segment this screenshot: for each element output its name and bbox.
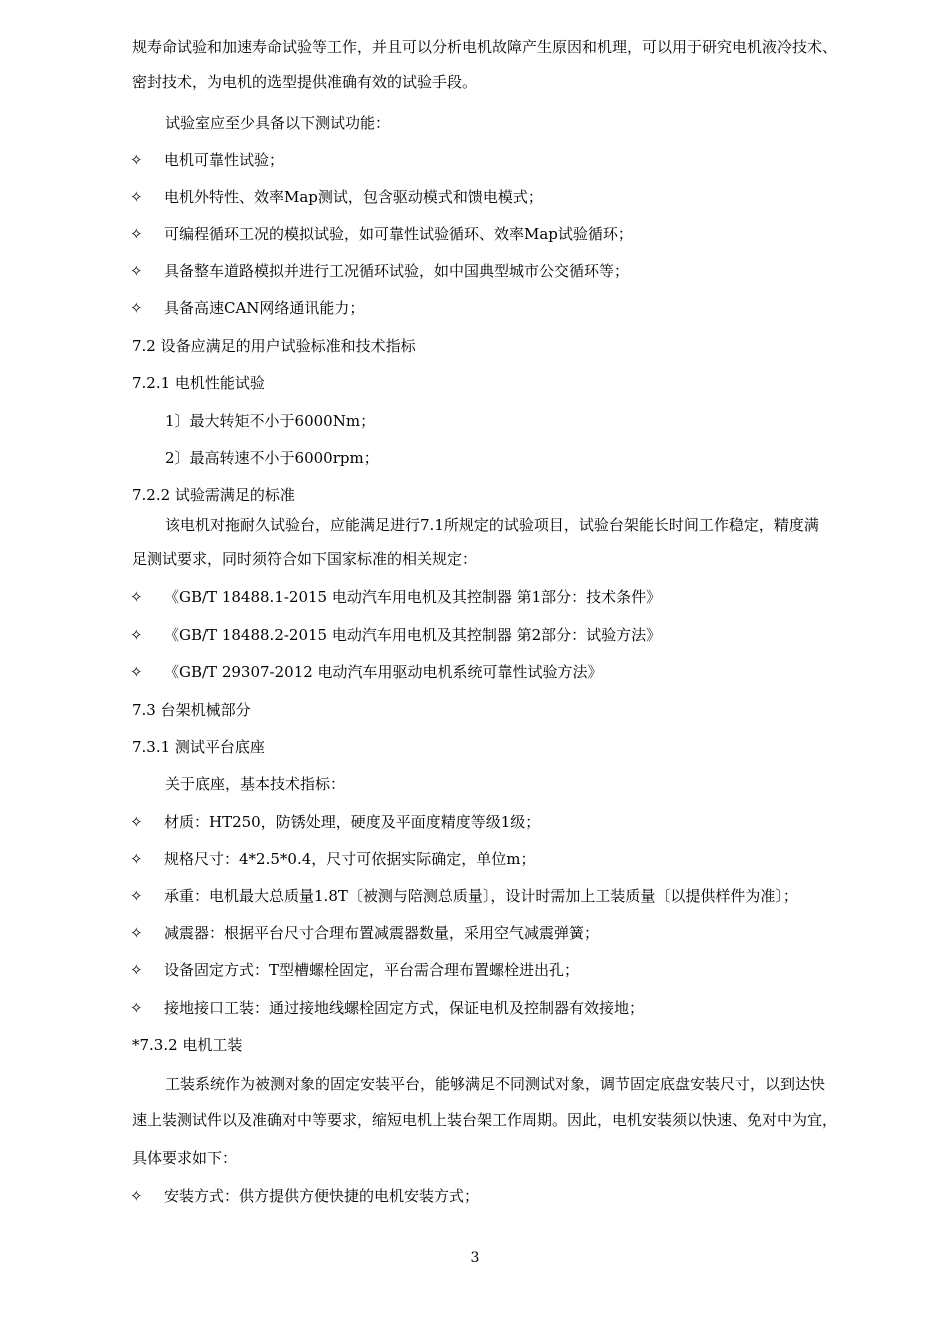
bullet-icon: ✧ <box>130 663 143 681</box>
section-7-3-2-para-line-3: 具体要求如下： <box>132 1149 238 1167</box>
list-item-text: 承重：电机最大总质量1.8T〔被测与陪测总质量〕，设计时需加上工装质量〔以提供样件为准〕； <box>164 887 798 905</box>
bullet-icon: ✧ <box>130 1187 143 1205</box>
section-7-3-2-para-line-1: 工装系统作为被测对象的固定安装平台，能够满足不同测试对象，调节固定底盘安装尺寸，以到达快 <box>165 1075 826 1093</box>
section-7-2-1-heading: 7.2.1 电机性能试验 <box>132 374 265 392</box>
bullet-icon: ✧ <box>130 887 143 905</box>
section-7-2-2-para-line-2: 足测试要求，同时须符合如下国家标准的相关规定： <box>132 550 478 568</box>
section-7-3-2-para-line-2: 速上装测试件以及准确对中等要求，缩短电机上装台架工作周期。因此，电机安装须以快速、免对中为宜， <box>132 1111 838 1129</box>
bullet-icon: ✧ <box>130 299 143 317</box>
bullet-icon: ✧ <box>130 262 143 280</box>
section-7-3-heading: 7.3 台架机械部分 <box>132 701 251 719</box>
list-item-text: 具备整车道路模拟并进行工况循环试验，如中国典型城市公交循环等； <box>164 262 630 280</box>
list-item-text: 材质：HT250，防锈处理，硬度及平面度精度等级1级； <box>164 813 541 831</box>
lab-functions-lead: 试验室应至少具备以下测试功能： <box>165 114 391 132</box>
bullet-icon: ✧ <box>130 188 143 206</box>
bullet-icon: ✧ <box>130 813 143 831</box>
standard-reference: 《GB/T 18488.2-2015 电动汽车用电机及其控制器 第2部分：试验方法》 <box>164 626 662 644</box>
list-item-text: 电机外特性、效率Map测试，包含驱动模式和馈电模式； <box>164 188 543 206</box>
standard-reference: 《GB/T 18488.1-2015 电动汽车用电机及其控制器 第1部分：技术条件》 <box>164 588 662 606</box>
page-number: 3 <box>470 1250 480 1266</box>
intro-line-2: 密封技术，为电机的选型提供准确有效的试验手段。 <box>132 73 478 91</box>
list-item-text: 具备高速CAN网络通讯能力； <box>164 299 365 317</box>
section-7-2-heading: 7.2 设备应满足的用户试验标准和技术指标 <box>132 337 416 355</box>
bullet-icon: ✧ <box>130 961 143 979</box>
bullet-icon: ✧ <box>130 850 143 868</box>
section-7-3-1-heading: 7.3.1 测试平台底座 <box>132 738 265 756</box>
section-7-3-2-heading: *7.3.2 电机工装 <box>132 1036 243 1054</box>
list-item-text: 可编程循环工况的模拟试验，如可靠性试验循环、效率Map试验循环； <box>164 225 633 243</box>
bullet-icon: ✧ <box>130 924 143 942</box>
list-item-text: 电机可靠性试验； <box>164 151 285 169</box>
bullet-icon: ✧ <box>130 151 143 169</box>
bullet-icon: ✧ <box>130 225 143 243</box>
list-item-text: 接地接口工装：通过接地线螺栓固定方式，保证电机及控制器有效接地； <box>164 999 645 1017</box>
list-item: 1〕最大转矩不小于6000Nm； <box>165 412 376 430</box>
bullet-icon: ✧ <box>130 999 143 1017</box>
bullet-icon: ✧ <box>130 626 143 644</box>
standard-reference: 《GB/T 29307-2012 电动汽车用驱动电机系统可靠性试验方法》 <box>164 663 603 681</box>
list-item-text: 安装方式：供方提供方便快捷的电机安装方式； <box>164 1187 480 1205</box>
bullet-icon: ✧ <box>130 588 143 606</box>
section-7-3-1-lead: 关于底座，基本技术指标： <box>165 775 346 793</box>
list-item: 2〕最高转速不小于6000rpm； <box>165 449 379 467</box>
intro-line-1: 规寿命试验和加速寿命试验等工作，并且可以分析电机故障产生原因和机理，可以用于研究电机液冷技术、 <box>132 38 838 56</box>
list-item-text: 减震器：根据平台尺寸合理布置减震器数量，采用空气减震弹簧； <box>164 924 600 942</box>
section-7-2-2-para-line-1: 该电机对拖耐久试验台，应能满足进行7.1所规定的试验项目，试验台架能长时间工作稳定，精度满 <box>165 516 819 534</box>
list-item-text: 设备固定方式：T型槽螺栓固定，平台需合理布置螺栓进出孔； <box>164 961 580 979</box>
section-7-2-2-heading: 7.2.2 试验需满足的标准 <box>132 486 295 504</box>
list-item-text: 规格尺寸：4*2.5*0.4，尺寸可依据实际确定，单位m； <box>164 850 536 868</box>
